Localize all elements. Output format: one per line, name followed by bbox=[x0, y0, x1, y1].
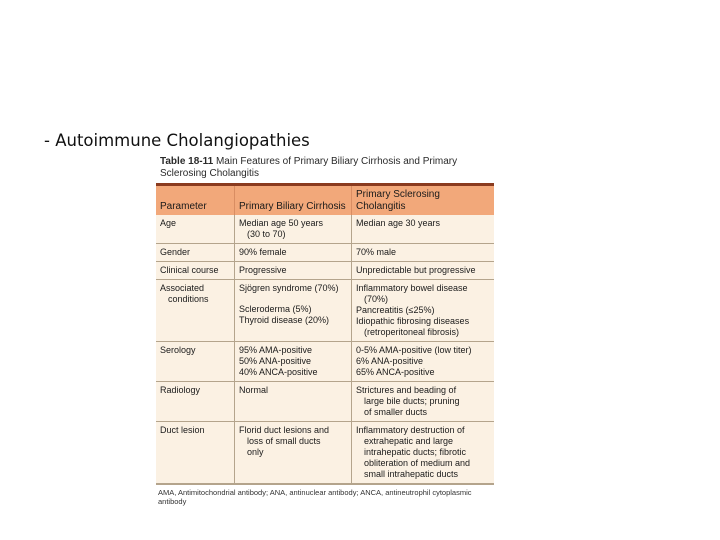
cell-line: 70% male bbox=[356, 247, 397, 257]
table-figure bbox=[156, 156, 494, 506]
cell-parameter bbox=[156, 244, 235, 262]
cell-pbc bbox=[235, 342, 352, 382]
features-table bbox=[156, 183, 494, 484]
cell-line: Sjögren syndrome (70%) bbox=[239, 283, 339, 293]
cell-line: 90% female bbox=[239, 247, 287, 257]
cell-line: Gender bbox=[160, 247, 191, 257]
cell-psc bbox=[352, 342, 495, 382]
cell-line: 95% AMA-positive bbox=[239, 345, 313, 355]
cell-psc bbox=[352, 215, 495, 244]
cell-parameter bbox=[156, 422, 235, 484]
header-pbc: Primary Biliary Cirrhosis bbox=[235, 185, 352, 216]
cell-pbc bbox=[235, 244, 352, 262]
cell-line: (retroperitoneal fibrosis) bbox=[364, 327, 460, 337]
cell-line: Pancreatitis (≤25%) bbox=[356, 305, 435, 315]
slide-heading: - Autoimmune Cholangiopathies bbox=[44, 131, 310, 150]
table-row bbox=[156, 262, 494, 280]
cell-parameter bbox=[156, 280, 235, 342]
cell-line: (30 to 70) bbox=[247, 229, 286, 239]
cell-line: extrahepatic and large bbox=[364, 436, 454, 446]
header-parameter: Parameter bbox=[156, 185, 235, 216]
cell-line: Radiology bbox=[160, 385, 201, 395]
cell-line: Unpredictable but progressive bbox=[356, 265, 476, 275]
table-row bbox=[156, 342, 494, 382]
cell-psc bbox=[352, 262, 495, 280]
cell-pbc bbox=[235, 382, 352, 422]
cell-line: only bbox=[247, 447, 264, 457]
table-row bbox=[156, 382, 494, 422]
cell-line: Duct lesion bbox=[160, 425, 205, 435]
cell-line: Progressive bbox=[239, 265, 287, 275]
cell-line: of smaller ducts bbox=[364, 407, 428, 417]
cell-line: 65% ANCA-positive bbox=[356, 367, 435, 377]
cell-line: conditions bbox=[168, 294, 209, 304]
cell-line: Florid duct lesions and bbox=[239, 425, 330, 435]
cell-parameter bbox=[156, 215, 235, 244]
cell-line: intrahepatic ducts; fibrotic bbox=[364, 447, 467, 457]
cell-line: Clinical course bbox=[160, 265, 219, 275]
cell-line: Associated bbox=[160, 283, 205, 293]
cell-psc bbox=[352, 280, 495, 342]
table-row bbox=[156, 215, 494, 244]
cell-line: Inflammatory destruction of bbox=[356, 425, 465, 435]
table-row bbox=[156, 422, 494, 484]
table-number: Table 18-11 bbox=[160, 156, 214, 167]
cell-line: Median age 30 years bbox=[356, 218, 441, 228]
header-row bbox=[156, 185, 494, 216]
cell-line: Normal bbox=[239, 385, 269, 395]
cell-line: small intrahepatic ducts bbox=[364, 469, 459, 479]
cell-pbc bbox=[235, 215, 352, 244]
cell-parameter bbox=[156, 262, 235, 280]
table-footnote: AMA, Antimitochondrial antibody; ANA, antinuclear antibody; ANCA, antineutrophil cytoplasmic antibody bbox=[156, 484, 494, 506]
cell-line: 50% ANA-positive bbox=[239, 356, 312, 366]
cell-line: large bile ducts; pruning bbox=[364, 396, 460, 406]
cell-line: Age bbox=[160, 218, 177, 228]
cell-line: Thyroid disease (20%) bbox=[239, 315, 330, 325]
cell-line: obliteration of medium and bbox=[364, 458, 471, 468]
cell-line: Idiopathic fibrosing diseases bbox=[356, 316, 470, 326]
cell-pbc bbox=[235, 262, 352, 280]
table-row bbox=[156, 280, 494, 342]
cell-parameter bbox=[156, 342, 235, 382]
cell-line: 6% ANA-positive bbox=[356, 356, 424, 366]
cell-line: Scleroderma (5%) bbox=[239, 304, 312, 314]
cell-line: Strictures and beading of bbox=[356, 385, 457, 395]
cell-psc bbox=[352, 422, 495, 484]
cell-line: Median age 50 years bbox=[239, 218, 324, 228]
cell-parameter bbox=[156, 382, 235, 422]
cell-pbc bbox=[235, 280, 352, 342]
table-body bbox=[156, 215, 494, 484]
cell-psc bbox=[352, 382, 495, 422]
cell-pbc bbox=[235, 422, 352, 484]
cell-line: Inflammatory bowel disease bbox=[356, 283, 468, 293]
cell-psc bbox=[352, 244, 495, 262]
cell-line: loss of small ducts bbox=[247, 436, 321, 446]
table-title: Main Features of Primary Biliary Cirrhosis and Primary Sclerosing Cholangitis bbox=[160, 156, 458, 179]
cell-line: 0-5% AMA-positive (low titer) bbox=[356, 345, 472, 355]
cell-line: 40% ANCA-positive bbox=[239, 367, 318, 377]
table-row bbox=[156, 244, 494, 262]
cell-line: (70%) bbox=[364, 294, 389, 304]
header-psc: Primary Sclerosing Cholangitis bbox=[352, 185, 495, 216]
table-caption bbox=[156, 156, 494, 183]
cell-line: Serology bbox=[160, 345, 196, 355]
